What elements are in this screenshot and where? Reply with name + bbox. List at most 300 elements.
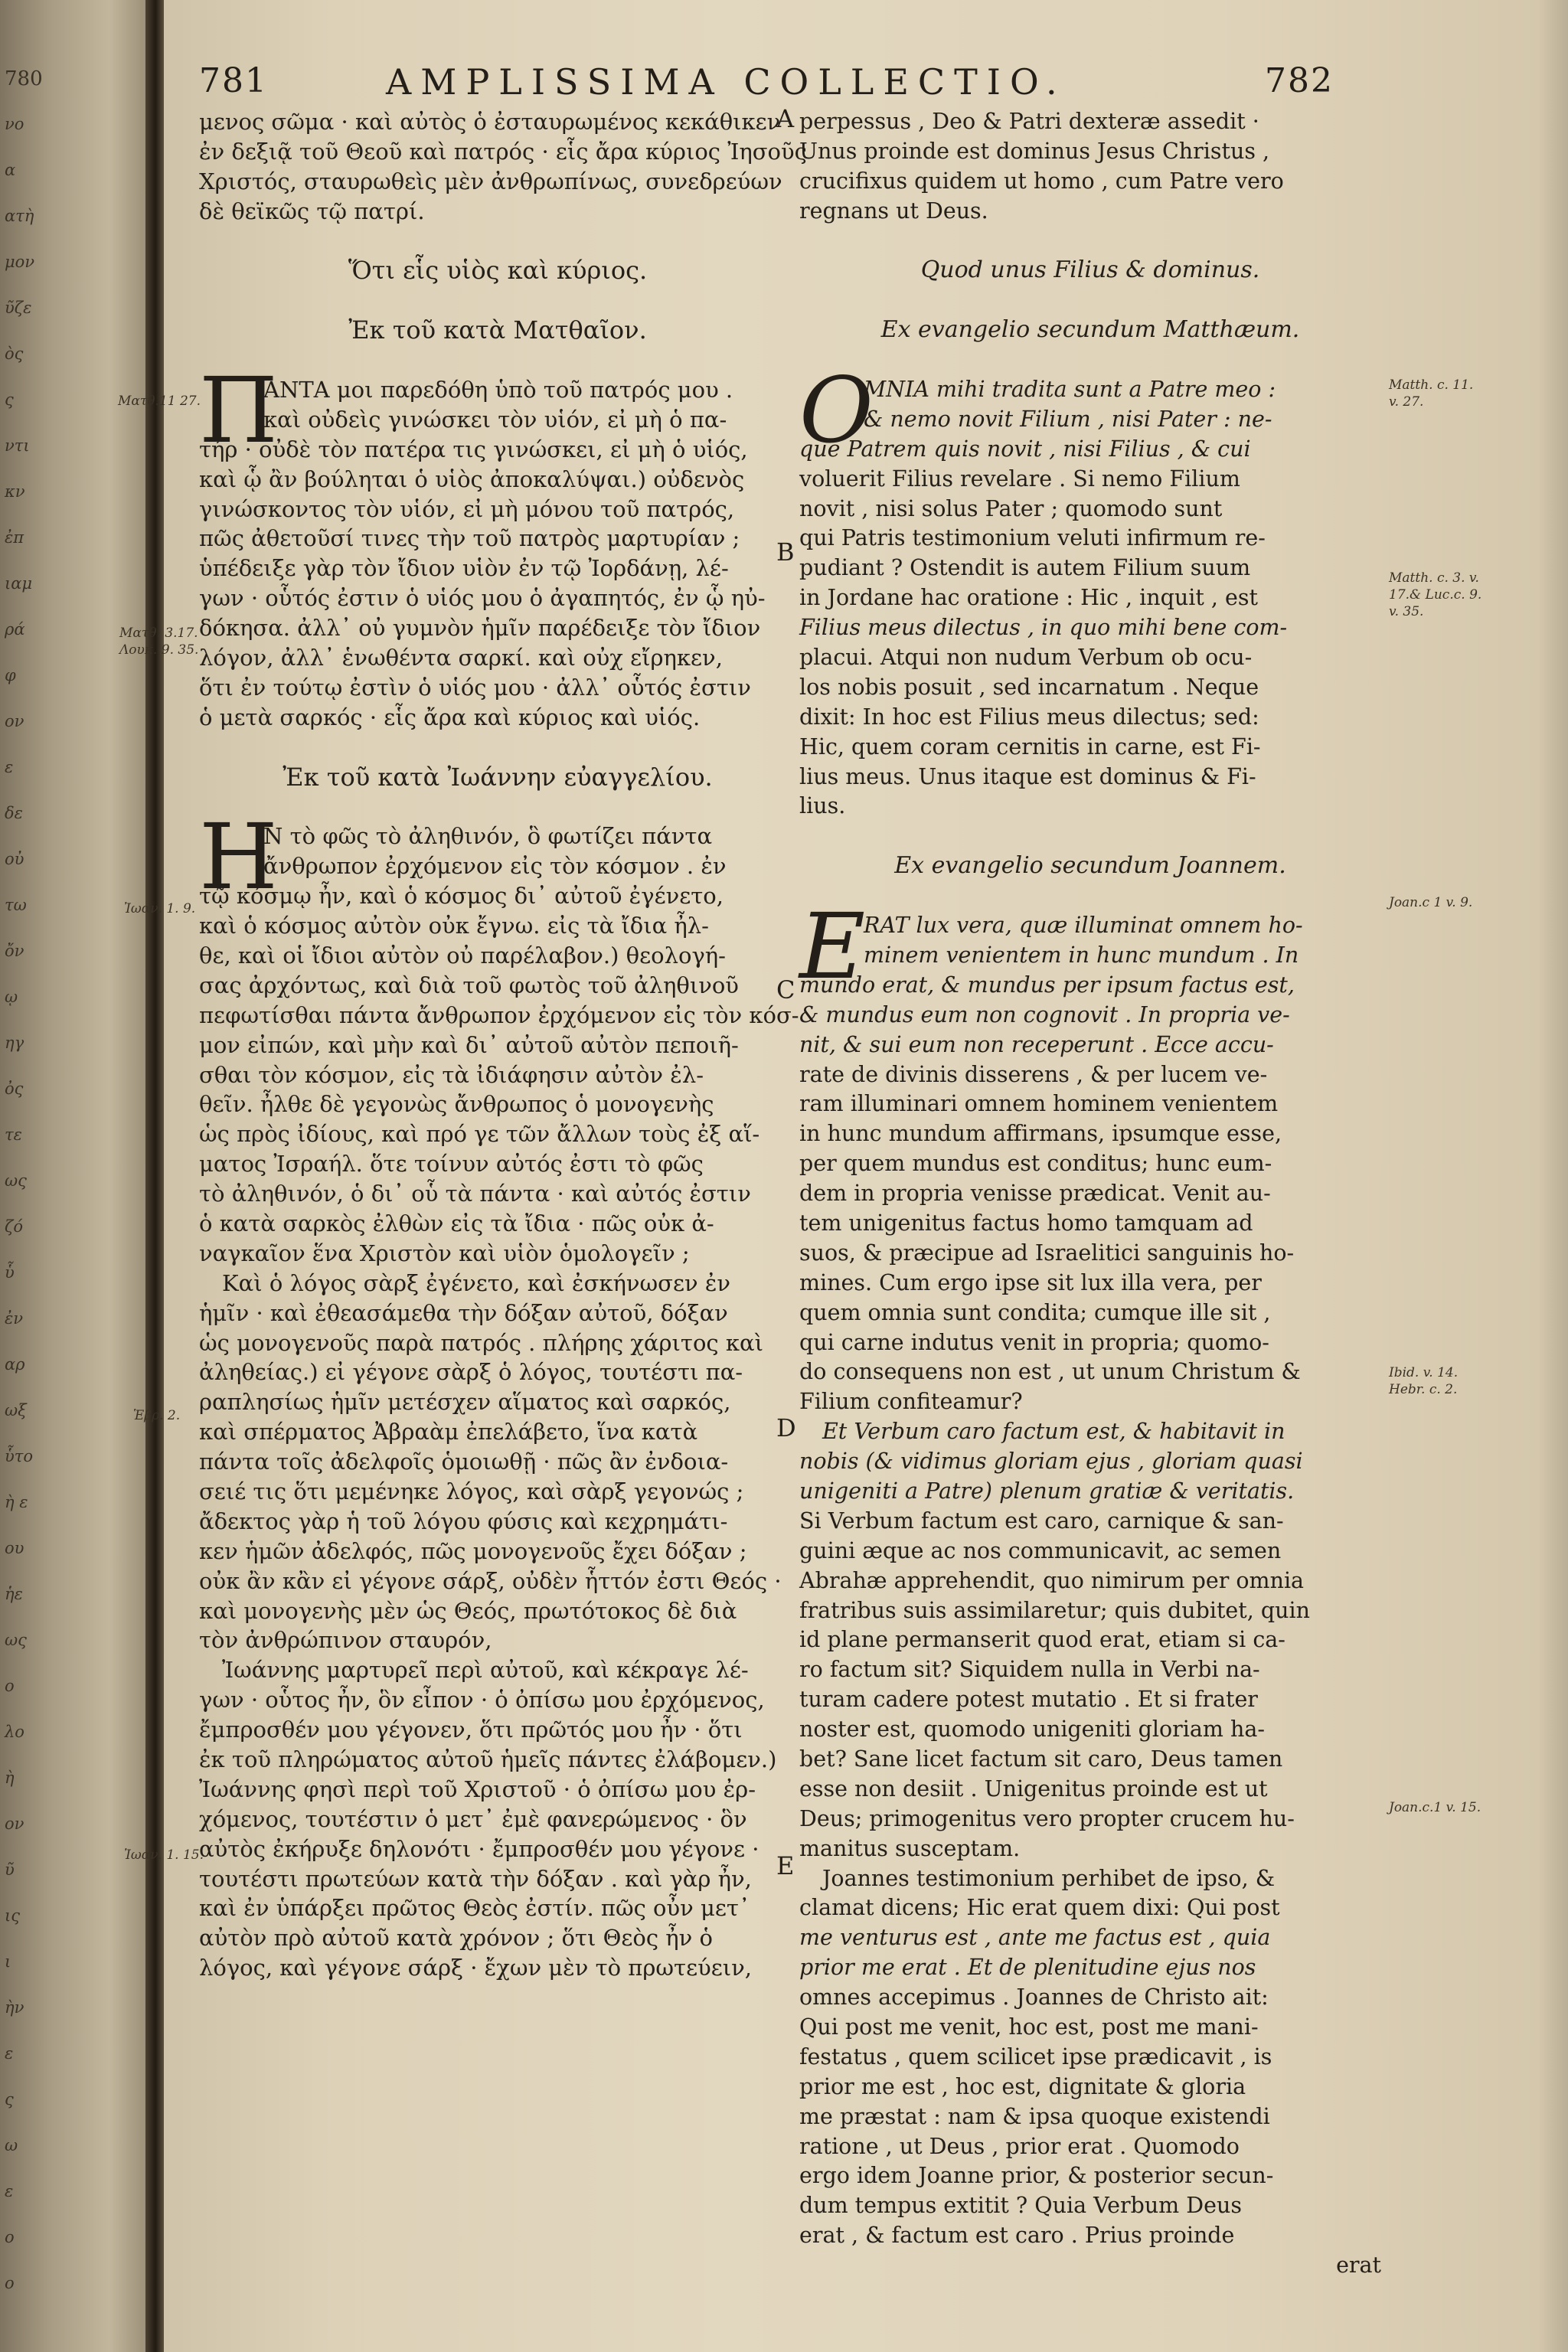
text-line [799,2132,1381,2162]
drop-capital: O [799,358,874,464]
text-line [799,1834,1381,1864]
line-text: τὸν ἀνθρώπινον σταυρόν, [199,1627,492,1654]
text-line [799,1298,1381,1328]
text-line [199,1119,796,1149]
line-text: prior me erat . Et de plenitudine ejus nos [799,1955,1256,1981]
line-text: suos, & præcipue ad Israelitici sanguinis ho- [799,1240,1295,1266]
left-page-fragment: οὐ [5,850,24,868]
line-text: σας ἀρχόντως, καὶ διὰ τοῦ φωτὸς τοῦ ἀληθινοῦ [199,972,739,998]
line-spacer [799,227,1381,256]
line-text: Χριστός, σταυρωθεὶς μὲν ἀνθρωπίνως, συνεδρεύων [199,168,782,194]
left-page-fragment: ὴ [5,1769,15,1787]
text-line [799,1745,1381,1775]
line-text: Ἰωάννης μαρτυρεῖ περὶ αὐτοῦ, καὶ κέκραγε λέ- [222,1657,749,1684]
line-text: & nemo novit Filium , nisi Pater : ne- [864,406,1272,432]
left-page-fragment: ις [5,1906,20,1925]
text-line [799,763,1381,792]
text-line [799,792,1381,822]
line-text: Ὅτι εἷς υἱὸς καὶ κύριος. [348,256,648,286]
text-line [799,583,1381,613]
text-line [799,1179,1381,1209]
text-line [799,1031,1381,1060]
text-line [799,613,1381,643]
text-line [799,2161,1381,2191]
line-text: dem in propria venisse prædicat. Venit au- [799,1181,1271,1207]
text-line [199,554,796,583]
book-gutter [145,0,164,2352]
text-line [799,643,1381,673]
left-page-fragment: ο [5,2228,15,2246]
line-text: ἐν δεξιᾷ τοῦ Θεοῦ καὶ πατρός · εἷς ἄρα κύριος Ἰησοῦς [199,138,807,165]
text-line [799,405,1381,435]
line-text: αὐτὸς ἐκήρυξε δηλονότι · ἔμπροσθέν μου γέγονε · [199,1835,760,1862]
text-line [199,1596,796,1626]
line-text: turam cadere potest mutatio . Et si frater [799,1687,1258,1713]
text-line [199,1923,796,1953]
line-text: fratribus suis assimilaretur; quis dubitet, quin [799,1597,1310,1623]
line-text: nit, & sui eum non receperunt . Ecce accu- [799,1031,1274,1057]
text-line [199,1566,796,1596]
left-page-fragment: ιαμ [5,574,33,593]
left-page-fragment: φ [5,666,16,684]
text-line [199,1269,796,1298]
line-text: Ἐκ τοῦ κατὰ Ἰωάννην εὐαγγελίου. [283,762,713,792]
line-text: tem unigenitus factus homo tamquam ad [799,1210,1253,1236]
page-number-left: 781 [199,61,268,100]
text-line [199,1685,796,1715]
line-text: Ν τὸ φῶς τὸ ἀληθινόν, ὃ φωτίζει πάντα [263,823,713,850]
text-line [799,2102,1381,2132]
greek-column [199,107,807,1983]
line-text: omnes accepimus . Joannes de Christo ait: [799,1984,1269,2011]
left-page-fragment: ον [5,1815,24,1833]
left-page-number: 780 [5,67,43,90]
line-text: Joannes testimonium perhibet de ipso, & [822,1865,1276,1891]
line-text: ματος Ἰσραήλ. ὅτε τοίνυν αὐτός ἐστι τὸ φῶς [199,1151,704,1178]
line-text: λόγον, ἀλλ᾽ ἑνωθέντα σαρκί. καὶ οὐχ εἴρηκεν, [199,645,723,671]
text-line [199,1864,796,1894]
line-text: ναγκαῖον ἕνα Χριστὸν καὶ υἱὸν ὁμολογεῖν ; [199,1240,690,1266]
line-text: placui. Atqui non nudum Verbum ob ocu- [799,645,1253,671]
line-text: θεῖν. ἦλθε δὲ γεγονὼς ἄνθρωπος ὁ μονογενὴς [199,1091,714,1118]
text-line [799,1269,1381,1298]
text-line [199,1239,796,1269]
text-line [199,405,796,435]
margin-ref-greek-ioan-1-15: Ἰωαν. 1. 15. [124,1847,204,1863]
line-text: καὶ ἐν ὑπάρξει πρῶτος Θεὸς ἐστίν. πῶς οὖν μετ᾽ [199,1895,750,1922]
text-line [799,1328,1381,1358]
left-page-fragment: ς [5,2090,14,2109]
text-line [799,1417,1381,1447]
left-page-fragment: ρά [5,620,25,639]
text-line [799,673,1381,703]
line-text: erat , & factum est caro . Prius proinde [799,2223,1235,2249]
page-shadow [1537,0,1568,2352]
text-line [799,1149,1381,1179]
left-page-fragment: ς [5,390,14,409]
line-text: Ἐκ τοῦ κατὰ Ματθαῖον. [348,315,647,345]
line-text: αὐτὸν πρὸ αὐτοῦ κατὰ χρόνον ; ὅτι Θεὸς ἦν ὁ [199,1925,713,1952]
line-text: me venturus est , ante me factus est , quia [799,1925,1271,1951]
section-heading [199,315,796,345]
text-line [199,1893,796,1923]
text-line [799,1953,1381,1983]
text-line [799,2191,1381,2221]
line-text: los nobis posuit , sed incarnatum . Neque [799,674,1259,700]
line-text: ἡμῖν · καὶ ἐθεασάμεθα τὴν δόξαν αὐτοῦ, δόξαν [199,1299,728,1326]
text-line [199,911,796,941]
text-line [799,1596,1381,1626]
line-text: rate de divinis disserens , & per lucem ve- [799,1061,1268,1087]
line-text: γων · οὗτός ἐστιν ὁ υἱός μου ὁ ἀγαπητός, ἐν ᾧ ηὐ- [199,585,766,612]
line-text: ὡς πρὸς ἰδίους, καὶ πρό γε τῶν ἄλλων τοὺς ἐξ αἵ- [199,1121,760,1148]
text-line [199,197,796,227]
text-line [199,1805,796,1834]
text-line [199,1715,796,1745]
line-text: nobis (& vidimus gloriam ejus , gloriam quasi [799,1449,1303,1475]
right-page [118,0,1568,2352]
page-number-right: 782 [1265,61,1334,100]
text-line [799,197,1381,227]
line-text: κεν ἡμῶν ἀδελφός, πῶς μονογενοῦς ἔχει δόξαν ; [199,1537,747,1564]
line-text: pudiant ? Ostendit is autem Filium suum [799,555,1251,581]
line-text: Ex evangelio secundum Matthæum. [880,316,1300,344]
line-text: σθαι τὸν κόσμον, εἰς τὰ ἰδιάφησιν αὐτὸν ἐλ- [199,1061,704,1088]
section-letter-a: A [776,104,795,133]
line-text: λόγος, καὶ γέγονε σάρξ · ἔχων μὲν τὸ πρωτεύειν, [199,1955,752,1981]
text-line [199,1031,796,1060]
text-line [799,1566,1381,1596]
line-text: id plane permanserit quod erat, etiam si ca- [799,1627,1285,1653]
left-page-fragment: ὴ ε [5,1493,28,1511]
left-page-fragment: ως [5,1171,27,1190]
text-line [199,1060,796,1090]
page-header [164,61,1568,107]
left-page-fragment: ῦζε [5,299,32,317]
text-line [799,1625,1381,1655]
line-text: me præstat : nam & ipsa quoque existendi [799,2103,1270,2129]
text-line [199,1328,796,1358]
line-text: Et Verbum caro factum est, & habitavit in [822,1419,1285,1445]
line-text: ἄνθρωπον ἐρχόμενον εἰς τὸν κόσμον . ἐν [263,853,727,880]
line-text: minem venientem in hunc mundum . In [864,942,1299,968]
section-heading [199,763,796,792]
line-spacer [199,792,796,822]
left-page-fragment: ο [5,2274,15,2292]
line-text: τὸ ἀληθινόν, ὁ δι᾽ οὗ τὰ πάντα · καὶ αὐτός ἐστιν [199,1181,751,1207]
text-line [199,1357,796,1387]
text-line [799,733,1381,763]
line-text: bet? Sane licet factum sit caro, Deus tamen [799,1746,1283,1772]
text-line [199,465,796,495]
line-text: do consequens non est , ut unum Christum & [799,1359,1301,1385]
section-letter-e: E [776,1851,795,1880]
line-text: Qui post me venit, hoc est, post me mani- [799,2014,1259,2040]
text-line [199,1209,796,1239]
text-line [799,1685,1381,1715]
text-line [199,1447,796,1477]
margin-ref-latin-joan-1-15: Joan.c.1 v. 15. [1389,1800,1481,1815]
line-text: ἐκ τοῦ πληρώματος αὐτοῦ ἡμεῖς πάντες ἐλάβομεν.) [199,1746,777,1772]
left-page-fragment: ἡε [5,1585,23,1603]
latin-column [799,107,1381,2281]
left-page-fragment: ὗτο [5,1447,34,1465]
line-text: erat [1336,2252,1381,2278]
line-text: MNIA mihi tradita sunt a Patre meo : [864,377,1276,403]
line-spacer [199,286,796,315]
text-line [799,1507,1381,1537]
text-line [199,1001,799,1031]
text-line [799,1060,1381,1090]
left-page-fragment: ὄν [5,942,24,960]
line-text: esse non desiit . Unigenitus proinde est ut [799,1775,1268,1802]
line-text: Filium confiteamur? [799,1389,1023,1415]
text-line [799,1387,1381,1417]
text-line [199,1745,796,1775]
left-page-fragment: ηγ [5,1034,24,1052]
line-text: Deus; primogenitus vero propter crucem hu- [799,1805,1295,1831]
text-line [799,703,1381,733]
text-line [199,167,796,197]
line-text: σειέ τις ὅτι μεμένηκε λόγος, καὶ σὰρξ γεγονώς ; [199,1478,744,1504]
left-page-fragment: ον [5,712,24,730]
text-line [199,1775,796,1805]
line-text: μον εἰπών, καὶ μὴν καὶ δι᾽ αὐτοῦ αὐτὸν πεποιῆ- [199,1031,739,1058]
text-line [199,1625,796,1655]
text-line [199,941,796,971]
margin-ref-latin-matth-11: Matth. c. 11. v. 27. [1389,377,1474,410]
text-line [199,613,796,643]
left-page-fragment: μον [5,253,35,271]
text-line [199,495,796,524]
line-text: crucifixus quidem ut homo , cum Patre vero [799,168,1284,194]
left-page-fragment: τε [5,1125,22,1144]
running-title: AMPLISSIMA COLLECTIO. [386,61,1067,103]
line-text: ἀληθείας.) εἰ γέγονε σὰρξ ὁ λόγος, τουτέστι πα- [199,1359,743,1386]
line-spacer [199,227,796,256]
text-line [799,465,1381,495]
section-letter-c: C [776,975,795,1004]
text-line [799,1805,1381,1834]
margin-ref-latin-joan-1-9: Joan.c 1 v. 9. [1389,895,1473,910]
left-page-fragment: ε [5,2182,14,2200]
line-spacer [799,881,1381,911]
left-page-fragment: ου [5,1539,24,1557]
left-page-edge [0,0,145,2352]
text-line [799,1983,1381,2013]
line-text: qui Patris testimonium veluti infirmum re- [799,525,1266,551]
line-text: clamat dicens; Hic erat quem dixi: Qui post [799,1895,1280,1921]
left-page-fragment: ζό [5,1217,24,1236]
left-page-fragment: ἐπ [5,528,24,547]
line-text: ὅτι ἐν τούτῳ ἐστὶν ὁ υἱός μου · ἀλλ᾽ οὗτός ἐστιν [199,674,751,701]
text-line [199,1834,796,1864]
line-text: festatus , quem scilicet ipse prædicavit , is [799,2043,1272,2069]
line-spacer [799,286,1381,315]
line-text: ὁ κατὰ σαρκὸς ἐλθὼν εἰς τὰ ἴδια · πῶς οὐκ ἀ- [199,1210,714,1236]
left-page-fragment: ντι [5,436,30,455]
text-line [799,1864,1381,1894]
line-text: ὁ μετὰ σαρκός · εἷς ἄρα καὶ κύριος καὶ υἱός. [199,704,701,730]
text-line [799,2043,1381,2073]
line-text: ratione , ut Deus , prior erat . Quomodo [799,2133,1240,2159]
text-line [199,524,796,554]
text-line [199,643,796,673]
left-page-fragment: ε [5,2044,14,2063]
left-page-fragment: ι [5,1952,11,1971]
left-page-fragment: ἐν [5,1309,24,1328]
line-text: dixit: In hoc est Filius meus dilectus; sed: [799,704,1259,730]
line-text: οὐκ ἂν κἂν εἰ γέγονε σάρξ, οὐδὲν ἧττόν ἐστι Θεός · [199,1567,782,1594]
line-text: μενος σῶμα · καὶ αὐτὸς ὁ ἐσταυρωμένος κεκάθικεν [199,109,781,135]
left-page-fragment: αρ [5,1355,25,1374]
text-line [799,2013,1381,2043]
line-text: πεφωτίσθαι πάντα ἄνθρωπον ἐρχόμενον εἰς τὸν κόσ- [199,1001,799,1028]
drop-capital: E [799,893,866,1000]
line-text: quem omnia sunt condita; cumque ille sit , [799,1299,1271,1325]
line-text: Ex evangelio secundum Joannem. [894,852,1286,880]
text-line [799,1775,1381,1805]
text-line [199,881,796,911]
line-text: τῷ κόσμῳ ἦν, καὶ ὁ κόσμος δι᾽ αὐτοῦ ἐγένετο, [199,883,724,910]
text-line [199,583,796,613]
left-page-fragment: λο [5,1723,24,1741]
line-text: ro factum sit? Siquidem nulla in Verbi na- [799,1657,1260,1683]
line-text: τήρ · οὐδὲ τὸν πατέρα τις γινώσκει, εἰ μὴ ὁ υἱός, [199,436,748,462]
line-text: per quem mundus est conditus; hunc eum- [799,1151,1272,1177]
text-line [199,1149,796,1179]
line-text: lius. [799,793,846,819]
line-text: καὶ οὐδεὶς γινώσκει τὸν υἱόν, εἰ μὴ ὁ πα- [263,406,727,433]
text-line [799,1923,1381,1953]
text-line [799,2221,1381,2251]
line-spacer [199,733,796,763]
text-line [199,107,796,137]
text-line [199,137,807,167]
text-line [199,1179,796,1209]
line-text: regnans ut Deus. [799,198,988,224]
drop-capital: Η [199,804,278,910]
line-text: Καὶ ὁ λόγος σὰρξ ἐγένετο, καὶ ἐσκήνωσεν ἐν [222,1269,731,1296]
text-line [199,1537,796,1566]
text-line [199,851,796,881]
text-line [799,941,1381,971]
line-text: Si Verbum factum est caro, carnique & san- [799,1508,1284,1534]
line-text: γινώσκοντος τὸν υἱόν, εἰ μὴ μόνου τοῦ πατρός, [199,495,735,522]
text-line [199,703,796,733]
left-page-fragment: ὀς [5,1080,24,1098]
line-text: χόμενος, τουτέστιν ὁ μετ᾽ ἐμὲ φανερώμενος · ὃν [199,1805,747,1832]
text-line [199,435,796,465]
line-text: & mundus eum non cognovit . In propria ve- [799,1001,1290,1027]
text-line [799,524,1381,554]
text-line [799,1715,1381,1745]
line-text: καὶ μονογενὴς μὲν ὡς Θεός, πρωτότοκος δὲ διὰ [199,1597,737,1624]
text-line [799,1893,1381,1923]
text-line [799,1239,1381,1269]
line-spacer [799,822,1381,851]
text-line [799,107,1381,137]
text-line [799,435,1381,465]
left-page-fragment: ὴν [5,1998,24,2017]
line-text: πάντα τοῖς ἀδελφοῖς ὁμοιωθῇ · πῶς ἂν ἐνδοια- [199,1449,729,1475]
text-line [799,137,1381,167]
margin-ref-greek-ioan-1-9: Ἰωαν. 1. 9. [124,901,196,916]
section-letter-d: D [776,1413,796,1442]
text-line [799,495,1381,524]
margin-ref-latin-ibid: Ibid. v. 14. Hebr. c. 2. [1389,1365,1459,1397]
line-text: in Jordane hac oratione : Hic , inquit , est [799,585,1258,611]
line-text: manitus susceptam. [799,1835,1021,1861]
text-line [799,1447,1381,1477]
text-line [199,1417,796,1447]
text-line [799,1357,1381,1387]
line-text: καὶ ὁ κόσμος αὐτὸν οὐκ ἔγνω. εἰς τὰ ἴδια ἦλ- [199,913,709,939]
text-line [199,1298,796,1328]
left-page-fragment: ὗ [5,1263,15,1282]
text-line [799,1655,1381,1685]
line-text: que Patrem quis novit , nisi Filius , & cui [799,436,1251,462]
left-page-fragment: ο [5,1677,15,1695]
section-letter-b: B [776,537,795,567]
line-text: novit , nisi solus Pater ; quomodo sunt [799,495,1223,521]
text-line [799,167,1381,197]
line-text: dum tempus extitit ? Quia Verbum Deus [799,2193,1242,2219]
text-line [799,554,1381,583]
text-line [799,1477,1381,1507]
line-text: Ἰωάννης φησὶ περὶ τοῦ Χριστοῦ · ὁ ὀπίσω μου ἐρ- [199,1775,756,1802]
line-text: Hic, quem coram cernitis in carne, est Fi- [799,733,1261,760]
line-text: ραπλησίως ἡμῖν μετέσχεν αἵματος καὶ σαρκός, [199,1389,731,1416]
line-text: ram illuminari omnem hominem venientem [799,1091,1279,1117]
text-line [199,1507,796,1537]
line-text: καὶ ᾧ ἂν βούληται ὁ υἱὸς ἀποκαλύψαι.) οὐδενὸς [199,466,745,492]
line-text: Quod unus Filius & dominus. [920,256,1260,284]
line-text: Filius meus dilectus , in quo mihi bene com- [799,615,1288,641]
left-page-fragment: ὸς [5,345,24,363]
line-text: ἔμπροσθέν μου γέγονεν, ὅτι πρῶτός μου ἦν · ὅτι [199,1717,743,1743]
line-text: perpessus , Deo & Patri dexteræ assedit · [799,109,1259,134]
line-spacer [199,345,796,375]
line-text: πῶς ἀθετοῦσί τινες τὴν τοῦ πατρὸς μαρτυρίαν ; [199,525,740,552]
line-text: ὡς μονογενοῦς παρὰ πατρός . πλήρης χάριτος καὶ [199,1329,763,1356]
line-text: θε, καὶ οἱ ἴδιοι αὐτὸν οὐ παρέλαβον.) θεολογή- [199,942,726,969]
text-line [199,673,796,703]
left-page-fragment: ωξ [5,1401,27,1419]
line-text: ὑπέδειξε γὰρ τὸν ἴδιον υἱὸν ἐν τῷ Ἰορδάνῃ, λέ- [199,555,729,582]
drop-capital: Π [199,358,278,464]
line-text: voluerit Filius revelare . Si nemo Filium [799,466,1240,492]
text-line [199,971,796,1001]
line-text: δόκησα. ἀλλ᾽ οὐ γυμνὸν ἡμῖν παρέδειξε τὸν ἴδιον [199,615,761,642]
line-text: mines. Cum ergo ipse sit lux illa vera, per [799,1269,1262,1295]
text-line [799,1001,1381,1031]
line-text: Abrahæ apprehendit, quo nimirum per omnia [799,1567,1305,1593]
text-line [799,1209,1381,1239]
left-page-fragment: νο [5,115,24,133]
left-page-fragment: ῦ [5,1860,15,1879]
line-text: ergo idem Joanne prior, & posterior secun- [799,2163,1274,2189]
text-line [799,2073,1381,2102]
text-line [199,1953,796,1983]
section-heading [799,315,1381,345]
text-line [199,1655,796,1685]
line-text: unigeniti a Patre) plenum gratiæ & veritatis. [799,1478,1295,1504]
text-line [799,1119,1381,1149]
margin-ref-greek-matt-11: Ματθ.11 27. [118,394,201,409]
line-text: prior me est , hoc est, dignitate & gloria [799,2073,1246,2099]
line-text: qui carne indutus venit in propria; quomo- [799,1329,1269,1355]
